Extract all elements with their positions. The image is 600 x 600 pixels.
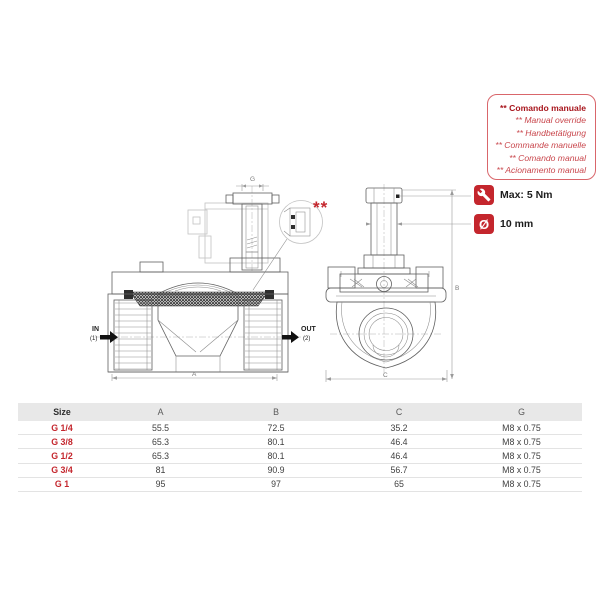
diameter-spec [474, 214, 533, 234]
cell-size: G 1/4 [51, 422, 73, 433]
note-line-pt: ** Acionamento manual [496, 165, 586, 176]
table-row [18, 464, 582, 478]
dim-label-b: B [455, 285, 460, 292]
outlet-number: (2) [303, 336, 311, 342]
manual-override-note-box [487, 94, 596, 180]
cell-c: 35.2 [390, 422, 408, 433]
cell-g: M8 x 0.75 [502, 479, 541, 490]
wrench-icon [474, 185, 494, 205]
cell-a: 55.5 [151, 422, 170, 433]
cell-size: G 1 [54, 479, 70, 490]
dimension-table [18, 403, 582, 492]
dimension-a [112, 371, 277, 381]
cell-b: 80.1 [267, 436, 285, 447]
dim-label-c: C [383, 372, 388, 379]
cell-g: M8 x 0.75 [502, 450, 541, 461]
right-boss [416, 267, 443, 288]
diameter-symbol: Ø [478, 216, 490, 232]
detail-marker-asterisks: ** [313, 198, 329, 217]
dome [336, 302, 435, 368]
right-drawing-side-view [326, 184, 471, 382]
table-row [18, 478, 582, 492]
torque-value: Max: 5 Nm [500, 189, 553, 201]
table-header-row [18, 403, 582, 421]
left-boss [328, 267, 355, 288]
note-line-it: ** Comando manuale [500, 103, 586, 113]
cell-a: 95 [155, 479, 166, 490]
table-row [18, 421, 582, 435]
dimension-c [326, 370, 447, 382]
cell-c: 46.4 [390, 436, 408, 447]
armature-tube [226, 193, 279, 270]
cell-a: 81 [155, 465, 166, 476]
inlet-number: (1) [90, 336, 98, 342]
diameter-icon [474, 214, 494, 234]
cell-c: 46.4 [390, 450, 408, 461]
note-line-en: ** Manual override [515, 115, 586, 126]
left-drawing-section-view [90, 176, 328, 381]
outlet-label: OUT [301, 326, 316, 333]
header-c: C [395, 407, 403, 417]
coil-outline [188, 203, 268, 263]
diameter-value: 10 mm [500, 218, 534, 230]
cell-g: M8 x 0.75 [502, 422, 541, 433]
cell-b: 80.1 [267, 450, 285, 461]
dimension-g [236, 176, 269, 191]
cell-c: 65 [394, 479, 404, 490]
side-view-body [326, 267, 446, 368]
inlet-label: IN [92, 326, 99, 333]
table-row [18, 449, 582, 463]
cell-g: M8 x 0.75 [502, 465, 541, 476]
table-row [18, 435, 582, 449]
spring [247, 237, 257, 248]
connector-outline [188, 210, 207, 234]
outlet-annotation [282, 326, 317, 343]
cell-size: G 3/8 [51, 436, 73, 447]
cell-g: M8 x 0.75 [502, 436, 541, 447]
cell-a: 65.3 [151, 450, 170, 461]
outlet-arrow [282, 331, 299, 343]
header-b: B [273, 407, 279, 417]
detail-view-circle [253, 198, 328, 290]
header-size: Size [53, 407, 71, 417]
cell-size: G 1/2 [51, 450, 73, 461]
dim-label-g: G [250, 176, 256, 183]
header-g: G [518, 407, 525, 417]
override-stem [358, 188, 471, 274]
note-line-es: ** Comando manual [509, 152, 586, 163]
cell-b: 72.5 [267, 422, 285, 433]
header-a: A [157, 407, 164, 417]
cell-b: 97 [271, 479, 281, 490]
cell-a: 65.3 [151, 436, 170, 447]
note-line-de: ** Handbetätigung [516, 127, 586, 138]
dim-label-a: A [192, 371, 197, 378]
cell-size: G 3/4 [51, 465, 73, 476]
torque-spec [474, 185, 553, 205]
cell-c: 56.7 [390, 465, 408, 476]
cell-b: 90.9 [267, 465, 285, 476]
note-line-fr: ** Commande manuelle [495, 140, 586, 151]
